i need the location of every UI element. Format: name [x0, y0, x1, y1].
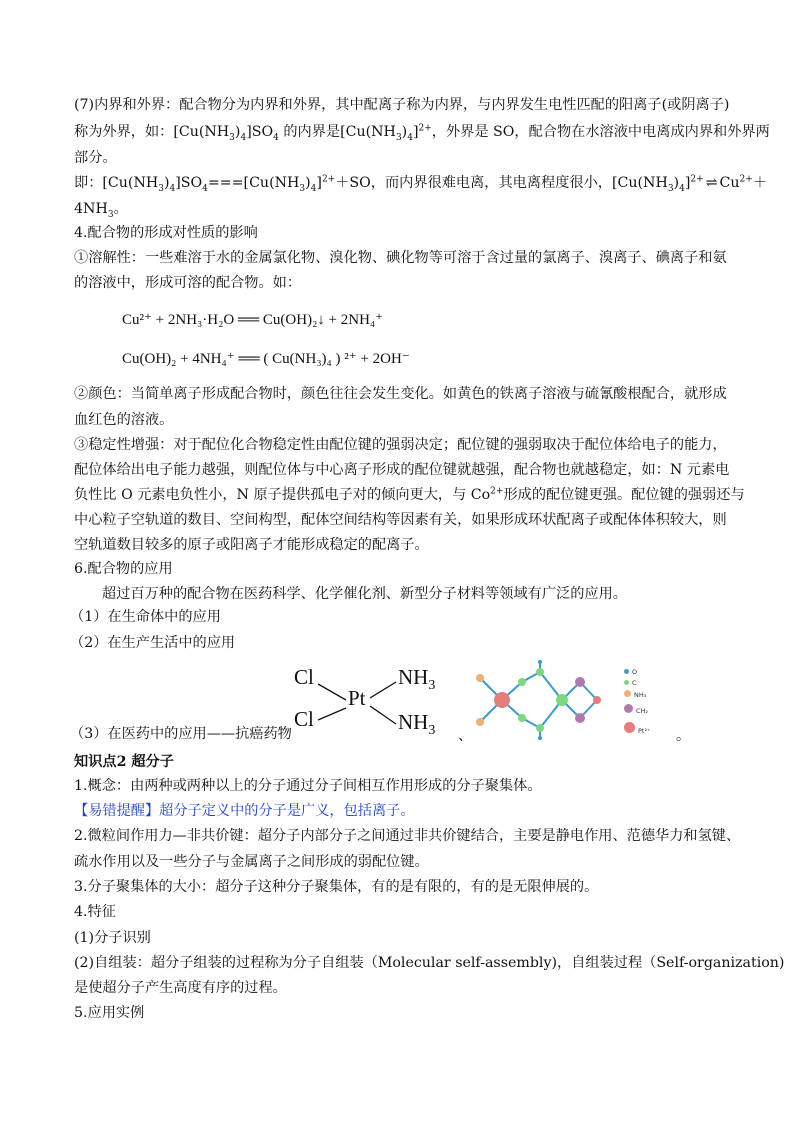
- methylene-atom: [575, 677, 585, 687]
- stability-line4: 中心粒子空轨道的数目、空间构型，配体空间结构等因素有关，如果形成环状配离子或配体体积较大，则: [74, 512, 727, 528]
- features-title: 4.特征: [74, 904, 116, 920]
- solubility-line2: 的溶液中，形成可溶的配合物。如：: [74, 275, 302, 291]
- ammine-atom: [476, 718, 484, 726]
- forces-line2: 疏水作用以及一些分子与金属离子之间形成的弱配位键。: [74, 854, 429, 870]
- legend-item-methylene: CH₂: [624, 704, 648, 715]
- equation-copper-hydroxide: Cu²⁺ + 2NH₃·H₂O ══ Cu(OH)₂↓ + 2NH₄⁺: [122, 312, 384, 328]
- reversible-arrow-icon: ⇌: [705, 175, 718, 191]
- equation-tetraammine-copper: Cu(OH)₂ + 4NH₄⁺ ══ ( Cu(NH₃)₄ ) ²⁺ + 2OH⁻: [122, 351, 410, 367]
- legend-item-platinum: Pt²⁺: [624, 722, 651, 735]
- application-item-2: （2）在生产生活中的应用: [70, 635, 236, 651]
- self-assembly-line2: 是使超分子产生高度有序的过程。: [74, 980, 287, 996]
- stability-line2: 配位体给出电子能力越强，则配位体与中心离子形成的配位键就越强，配合物也就越稳定，如：N 元素电: [74, 462, 730, 478]
- carbon-atom: [536, 724, 544, 732]
- platinum-label: Pt: [348, 686, 366, 710]
- oxygen-atom: [593, 696, 601, 704]
- chlorine-label-top: Cl: [294, 665, 314, 689]
- carbon-atom: [536, 668, 544, 676]
- para-inner-outer-sphere-line1: (7)内界和外界：配合物分为内界和外界，其中配离子称为内界，与内界发生电性匹配的阳离子(或阴离子): [74, 97, 730, 113]
- color-line1: ②颜色：当简单离子形成配合物时，颜色往往会发生变化。如黄色的铁离子溶液与硫氰酸根配合，就形成: [74, 386, 727, 402]
- applications-intro: 超过百万种的配合物在医药科学、化学催化剂、新型分子材料等领域有广泛的应用。: [102, 586, 627, 602]
- oxygen-atom: [538, 660, 542, 664]
- tip-line: 【易错提醒】超分子定义中的分子是广义，包括离子。: [74, 803, 415, 819]
- para-inner-outer-sphere-line2: 称为外界，如：$[Cu(NH_3)_4]SO_4$ 的内界是$[Cu(NH_3)_4]^{2+}$，外界是 SO，配合物在水溶液中电离成内界和外界两: [74, 123, 770, 143]
- carbon-atom: [518, 714, 526, 722]
- ionization-equation-line2: $4NH_3$。: [74, 201, 128, 220]
- ammine-label-top: $NH_3$: [398, 665, 436, 694]
- legend-item-ammine: NH₃: [624, 690, 646, 699]
- molecular-recognition: (1)分子识别: [74, 930, 151, 946]
- section-6-title: 6.配合物的应用: [74, 561, 173, 577]
- ionization-equation-line1: 即：$[Cu(NH_3)_4]SO_4===[Cu(NH_3)_4]^{2+}+SO$，而内界很难电离，其电离程度很小，$[Cu(NH_3)_4]^{2+}$ ⇌ $Cu^{2+}+$: [74, 174, 768, 194]
- concept-line: 1.概念：由两种或两种以上的分子通过分子间相互作用形成的分子聚集体。: [74, 778, 542, 794]
- size-line: 3.分子聚集体的大小：超分子这种分子聚集体，有的是有限的，有的是无限伸展的。: [74, 879, 599, 895]
- sentence-end: 。: [676, 728, 691, 744]
- color-line2: 血红色的溶液。: [74, 412, 174, 428]
- legend-item-oxygen: O: [624, 668, 637, 676]
- legend-item-carbon: C: [624, 679, 637, 687]
- forces-line1: 2.微粒间作用力—非共价键：超分子内部分子之间通过非共价键结合，主要是静电作用、范德华力和氢键、: [74, 828, 741, 844]
- self-assembly-line1: (2)自组装：超分子组装的过程称为分子自组装（Molecular self-assembly)，自组装过程（Self-organization): [74, 955, 785, 971]
- carbon-atom: [518, 678, 526, 686]
- atom-legend: [624, 668, 674, 740]
- stability-line5: 空轨道数目较多的原子或阳离子才能形成稳定的配离子。: [74, 537, 429, 553]
- solubility-line1: ①溶解性：一些难溶于水的金属氯化物、溴化物、碘化物等可溶于含过量的氯离子、溴离子、碘离子和氨: [74, 250, 727, 266]
- tip-tag: 【易错提醒】: [74, 803, 160, 819]
- section-4-title: 4.配合物的形成对性质的影响: [74, 225, 258, 241]
- stability-line1: ③稳定性增强：对于配位化合物稳定性由配位键的强弱决定；配位键的强弱取决于配位体给电子的能力，: [74, 437, 727, 453]
- application-item-3: （3）在医药中的应用——抗癌药物: [70, 726, 292, 742]
- methylene-atom: [575, 713, 585, 723]
- platinum-atom: [494, 692, 510, 708]
- ammine-label-bottom: $NH_3$: [398, 710, 436, 739]
- application-examples-title: 5.应用实例: [74, 1005, 145, 1021]
- oxygen-atom: [538, 736, 542, 740]
- carbon-atom: [556, 694, 568, 706]
- application-item-1: （1）在生命体中的应用: [70, 609, 221, 625]
- stability-line3: 负性比 O 元素电负性小，N 原子提供孤电子对的倾向更大，与 $Co^{2+}$形成的配位键更强。配位键的强弱还与: [74, 486, 745, 503]
- ammine-atom: [476, 674, 484, 682]
- separator-comma: 、: [458, 728, 473, 744]
- chlorine-label-bottom: Cl: [294, 707, 314, 731]
- cisplatin-bonds: [290, 662, 450, 742]
- ball-stick-model: [462, 660, 622, 740]
- cisplatin-structure: [290, 662, 450, 742]
- knowledge-point-2-title: 知识点2 超分子: [74, 754, 174, 770]
- para-inner-outer-sphere-line3: 部分。: [74, 150, 117, 166]
